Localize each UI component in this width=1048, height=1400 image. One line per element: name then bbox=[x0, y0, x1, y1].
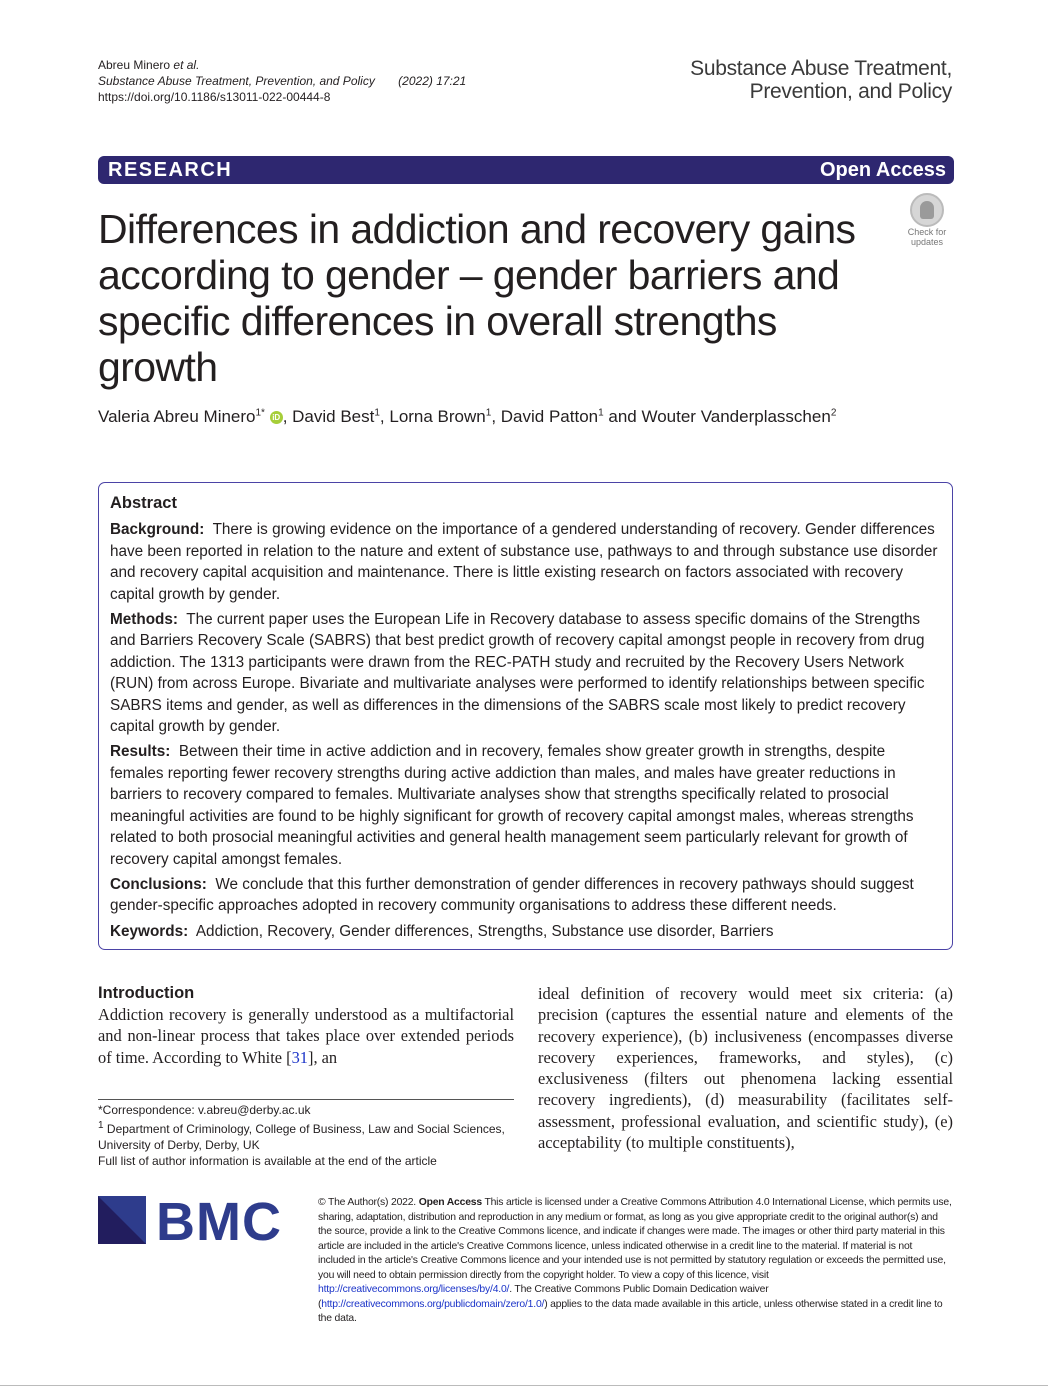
conclusions-text: We conclude that this further demonstration of gender differences in recovery pathways should suggest gender-specific approaches adopted in recovery community organisations to address these different needs. bbox=[110, 875, 914, 915]
abstract-background bbox=[110, 519, 941, 605]
et-al: et al. bbox=[173, 58, 200, 72]
intro-text-part1: Addiction recovery is generally understood as a multifactorial and non-linear process that takes place over extended periods of time. According to White [ bbox=[98, 1005, 514, 1067]
citation-link[interactable]: 31 bbox=[291, 1047, 308, 1067]
body-column-left bbox=[98, 1004, 514, 1068]
author-list bbox=[98, 407, 836, 427]
background-label: Background: bbox=[110, 521, 205, 539]
author-name[interactable]: Valeria Abreu Minero bbox=[98, 407, 256, 426]
abstract-methods bbox=[110, 609, 941, 737]
affiliation-text: Department of Criminology, College of Business, Law and Social Sciences, University of Derby, Derby, UK bbox=[98, 1122, 505, 1152]
license-text-part2: . The Creative Commons Public Domain Dedication waiver ( bbox=[318, 1284, 769, 1310]
author-affiliation-sup: 1 bbox=[374, 407, 380, 419]
separator: , bbox=[491, 407, 501, 426]
abstract-heading: Abstract bbox=[110, 494, 177, 512]
background-text: There is growing evidence on the importance of a gendered understanding of recovery. Gender differences have been reported in relation to the nature and extent of substance use, pathways to and through substance use disorder and recovery capital acquisition and maintenance. There is little existing research on factors associated with recovery capital growth by gender. bbox=[110, 521, 938, 603]
keywords-text: Addiction, Recovery, Gender differences, Strengths, Substance use disorder, Barriers bbox=[195, 922, 774, 940]
check-updates-line2: updates bbox=[910, 237, 944, 247]
doi-link[interactable]: https://doi.org/10.1186/s13011-022-00444-8 bbox=[98, 90, 331, 104]
bmc-logo-text: BMC bbox=[156, 1196, 282, 1244]
abstract-box bbox=[98, 482, 953, 950]
check-for-updates-badge[interactable] bbox=[901, 193, 953, 245]
author-name[interactable]: Lorna Brown bbox=[389, 407, 486, 426]
body-column-right: ideal definition of recovery would meet six criteria: (a) precision (captures the essential nature and elements of the recovery experience), (b) inclusiveness (encompasses diverse recovery experiences, frameworks, and styles), (c) exclusiveness (filters out phenomena lacking essential recovery ingredients), (d) measurability (facilitates self-assessment, professional evaluation, and scientific study), (e) acceptability (to multiple constituents), bbox=[538, 984, 953, 1153]
keywords-label: Keywords: bbox=[110, 922, 189, 940]
license-text-part3: ) applies to the data made available in this article, unless otherwise stated in a credit line to the data. bbox=[318, 1298, 943, 1324]
abstract-conclusions bbox=[110, 874, 941, 917]
cc-by-license-link[interactable]: http://creativecommons.org/licenses/by/4.0/ bbox=[318, 1284, 510, 1295]
check-updates-line1: Check for bbox=[907, 227, 947, 237]
copyright-text: © The Author(s) 2022. bbox=[318, 1197, 416, 1208]
author-affiliation-sup: 1 bbox=[598, 407, 604, 419]
journal-citation: Substance Abuse Treatment, Prevention, and Policy bbox=[98, 74, 375, 88]
page-bottom-rule bbox=[0, 1385, 1048, 1386]
running-header bbox=[98, 57, 466, 105]
open-access-label: Open Access bbox=[820, 159, 946, 181]
footnote-divider bbox=[98, 1099, 514, 1100]
bmc-logo bbox=[98, 1196, 293, 1244]
author-name[interactable]: David Best bbox=[292, 407, 375, 426]
abstract-keywords bbox=[110, 921, 941, 942]
license-open-access: Open Access bbox=[418, 1197, 482, 1208]
results-label: Results: bbox=[110, 743, 171, 761]
journal-name bbox=[690, 57, 952, 103]
license-statement bbox=[318, 1196, 952, 1327]
separator: and bbox=[603, 407, 642, 426]
journal-name-line1: Substance Abuse Treatment, bbox=[690, 57, 952, 80]
introduction-heading: Introduction bbox=[98, 984, 195, 1002]
separator: , bbox=[282, 407, 293, 426]
article-title: Differences in addiction and recovery gains according to gender – gender barriers and specific differences in overall strengths growth bbox=[98, 206, 856, 390]
correspondence-note: *Correspondence: v.abreu@derby.ac.uk bbox=[98, 1103, 311, 1117]
check-updates-icon bbox=[910, 193, 944, 227]
methods-text: The current paper uses the European Life in Recovery database to assess specific domains of the Strengths and Barriers Recovery Scale (SABRS) that best predict growth of recovery capital amongst people in recovery from drug addiction. The 1313 participants were drawn from the REC-PATH study and recruited by the Recovery Users Network (RUN) from across Europe. Bivariate and multivariate analyses were performed to identify relationships between specific SABRS items and gender, as well as differences in the dimensions of the SABRS scale most likely to predict recovery capital growth by gender. bbox=[110, 611, 925, 736]
results-text: Between their time in active addiction and in recovery, females show greater growth in strengths, despite females reporting fewer recovery strengths during active addiction than males, and males have greater reductions in barriers to recovery compared to females. Multivariate analyses show that strengths specifically related to prosocial meaningful activities are found to be highly significant for growth of recovery capital amongst males, whereas strengths related to both prosocial meaningful activities and general health management seem particularly relevant for growth of recovery capital amongst females. bbox=[110, 743, 914, 868]
conclusions-label: Conclusions: bbox=[110, 875, 207, 893]
abstract-results bbox=[110, 741, 941, 869]
affiliation-sup: 1 bbox=[98, 1120, 104, 1131]
year-volume: (2022) 17:21 bbox=[398, 74, 467, 88]
author-name[interactable]: Wouter Vanderplasschen bbox=[641, 407, 831, 426]
affiliation-note bbox=[98, 1118, 514, 1153]
cc0-waiver-link[interactable]: http://creativecommons.org/publicdomain/zero/1.0/ bbox=[321, 1298, 545, 1310]
author-short: Abreu Minero bbox=[98, 58, 171, 72]
article-type-bar bbox=[98, 156, 954, 184]
full-author-info-note: Full list of author information is available at the end of the article bbox=[98, 1154, 437, 1168]
author-name[interactable]: David Patton bbox=[500, 407, 599, 426]
license-text-part1: This article is licensed under a Creative Commons Attribution 4.0 International License, which permits use, sharing, adaptation, distribution and reproduction in any medium or format, as long as you give appropriate credit to the original author(s) and the source, provide a link to the Creative Commons licence, and indicate if changes were made. The images or other third party material in this article are included in the article's Creative Commons licence, unless indicated otherwise in a credit line to the material. If material is not included in the article's Creative Commons licence and your intended use is not permitted by statutory regulation or exceeds the permitted use, you will need to obtain permission directly from the copyright holder. To view a copy of this licence, visit bbox=[318, 1197, 952, 1281]
author-affiliation-sup: 1 bbox=[485, 407, 492, 419]
journal-name-line2: Prevention, and Policy bbox=[749, 80, 952, 103]
footnotes bbox=[98, 1102, 514, 1169]
separator: , bbox=[379, 407, 390, 426]
author-affiliation-sup: 2 bbox=[830, 407, 837, 419]
orcid-icon[interactable]: iD bbox=[270, 411, 283, 424]
intro-text-part2: ], an bbox=[308, 1047, 338, 1067]
methods-label: Methods: bbox=[110, 611, 178, 629]
author-affiliation-sup: 1* bbox=[255, 407, 265, 419]
article-type-label: RESEARCH bbox=[108, 159, 233, 181]
